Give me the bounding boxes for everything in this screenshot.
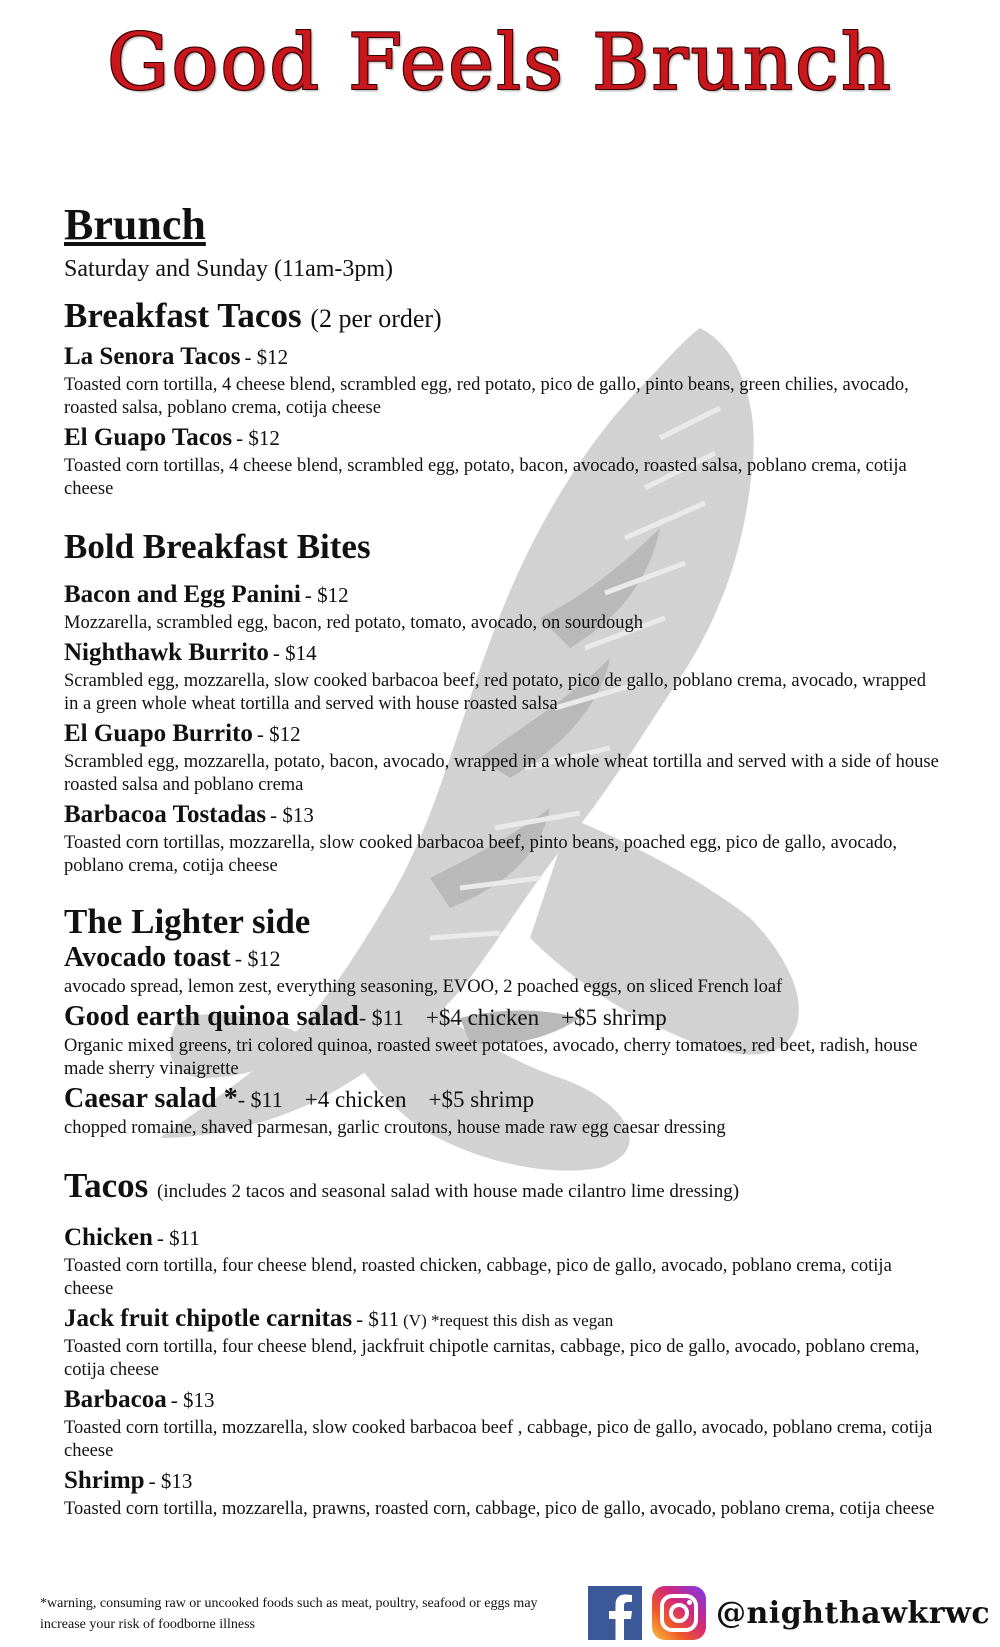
restaurant-title: Good Feels Brunch — [107, 18, 893, 108]
breakfast-tacos-note: (2 per order) — [310, 304, 442, 333]
item-description: Scrambled egg, mozzarella, slow cooked barbacoa beef, red potato, pico de gallo, poblano crema, avocado, wrapped in a green whole wheat tortilla and served with house roasted salsa — [64, 671, 926, 714]
item-name: Caesar salad * — [64, 1083, 238, 1114]
menu-item — [64, 944, 944, 999]
item-description: Toasted corn tortilla, four cheese blend, jackfruit chipotle carnitas, cabbage, pico de gallo, avocado, poblano crema, cotija cheese — [64, 1337, 920, 1380]
menu-item — [64, 801, 944, 878]
menu-item — [64, 1386, 944, 1463]
item-price: - $11 — [358, 1005, 404, 1030]
item-description: avocado spread, lemon zest, everything seasoning, EVOO, 2 poached eggs, on sliced French loaf — [64, 977, 783, 997]
item-name: Bacon and Egg Panini — [64, 581, 301, 608]
item-price: - $12 — [236, 426, 280, 450]
item-price: - $13 — [270, 803, 314, 827]
brunch-hours: Saturday and Sunday (11am-3pm) — [64, 256, 394, 282]
item-price: - $12 — [244, 345, 289, 369]
brunch-header — [64, 200, 944, 284]
item-description: Toasted corn tortilla, mozzarella, slow cooked barbacoa beef , cabbage, pico de gallo, avocado, poblano crema, cotija cheese — [64, 1418, 933, 1461]
menu-item — [64, 639, 944, 716]
item-name: El Guapo Burrito — [64, 720, 253, 747]
menu-item — [64, 581, 944, 635]
vegan-note: (V) *request this dish as vegan — [403, 1311, 614, 1330]
item-name: Barbacoa Tostadas — [64, 801, 267, 828]
menu-item — [64, 1305, 944, 1382]
item-price: - $12 — [256, 722, 301, 746]
item-name: Good earth quinoa salad — [64, 1001, 359, 1032]
item-price: - $12 — [304, 583, 349, 607]
item-description: Toasted corn tortillas, 4 cheese blend, scrambled egg, potato, bacon, avocado, roasted salsa, poblano crema, cotija cheese — [64, 456, 907, 499]
item-price: - $13 — [148, 1469, 193, 1493]
tacos-note: (includes 2 tacos and seasonal salad with house made cilantro lime dressing) — [157, 1181, 740, 1202]
item-price: - $13 — [170, 1388, 215, 1412]
facebook-icon[interactable] — [588, 1586, 642, 1640]
brunch-title: Brunch — [64, 200, 206, 249]
item-description: Mozzarella, scrambled egg, bacon, red potato, tomato, avocado, on sourdough — [64, 613, 643, 633]
bold-bites-section — [64, 527, 944, 878]
item-description: Scrambled egg, mozzarella, potato, bacon, avocado, wrapped in a whole wheat tortilla and served with a side of house roasted salsa and poblano crema — [64, 752, 939, 795]
item-name: Avocado toast — [64, 942, 231, 973]
addon-chicken: +4 chicken — [304, 1087, 407, 1112]
foodborne-illness-warning: *warning, consuming raw or uncooked foods such as meat, poultry, seafood or eggs may increase your risk of foodborne illness — [40, 1596, 538, 1632]
instagram-icon[interactable] — [652, 1586, 706, 1640]
item-name: Shrimp — [64, 1467, 145, 1494]
item-description: Organic mixed greens, tri colored quinoa, roasted sweet potatoes, avocado, cherry tomatoes, red beet, radish, house made sherry vinaigrette — [64, 1036, 918, 1079]
menu-item — [64, 1085, 944, 1140]
item-description: Toasted corn tortilla, mozzarella, prawns, roasted corn, cabbage, pico de gallo, avocado, poblano crema, cotija cheese — [64, 1499, 935, 1519]
addon-chicken: +$4 chicken — [425, 1005, 540, 1030]
item-name: Jack fruit chipotle carnitas — [64, 1305, 353, 1332]
addon-shrimp: +$5 shrimp — [428, 1087, 535, 1112]
item-name: El Guapo Tacos — [64, 424, 233, 451]
tacos-title — [64, 1166, 944, 1212]
breakfast-tacos-section — [64, 296, 944, 501]
menu-item — [64, 424, 944, 501]
menu-item — [64, 1224, 944, 1301]
item-name: Chicken — [64, 1224, 153, 1251]
item-price: - $11 — [237, 1087, 283, 1112]
menu-item — [64, 1467, 944, 1521]
bold-bites-title: Bold Breakfast Bites — [64, 527, 371, 566]
tacos-title-text: Tacos — [64, 1166, 149, 1205]
item-price: - $14 — [272, 641, 317, 665]
addon-shrimp: +$5 shrimp — [561, 1005, 667, 1030]
social-links — [588, 1585, 990, 1641]
item-description: chopped romaine, shaved parmesan, garlic croutons, house made raw egg caesar dressing — [64, 1118, 726, 1138]
item-price: - $11 — [356, 1307, 400, 1331]
breakfast-tacos-title-text: Breakfast Tacos — [64, 296, 302, 335]
item-name: Nighthawk Burrito — [64, 639, 269, 666]
menu-item — [64, 1003, 944, 1081]
tacos-section — [64, 1166, 944, 1521]
item-price: - $11 — [156, 1226, 200, 1250]
item-description: Toasted corn tortilla, 4 cheese blend, scrambled egg, red potato, pico de gallo, pinto beans, green chilies, avocado, roasted salsa, poblano crema, cotija cheese — [64, 375, 909, 418]
item-name: La Senora Tacos — [64, 343, 241, 370]
menu-content — [64, 200, 944, 1521]
item-name: Barbacoa — [64, 1386, 167, 1413]
menu-item — [64, 720, 944, 797]
item-description: Toasted corn tortilla, four cheese blend, roasted chicken, cabbage, pico de gallo, avocado, poblano crema, cotija cheese — [64, 1256, 892, 1299]
item-description: Toasted corn tortillas, mozzarella, slow cooked barbacoa beef, pinto beans, poached egg, pico de gallo, avocado, poblano crema, cotija cheese — [64, 833, 897, 876]
breakfast-tacos-title — [64, 296, 944, 339]
social-handle[interactable]: @nighthawkrwc — [716, 1595, 991, 1631]
menu-item — [64, 343, 944, 420]
lighter-side-title: The Lighter side — [64, 902, 311, 941]
lighter-side-section — [64, 902, 944, 1140]
item-price: - $12 — [234, 946, 281, 971]
